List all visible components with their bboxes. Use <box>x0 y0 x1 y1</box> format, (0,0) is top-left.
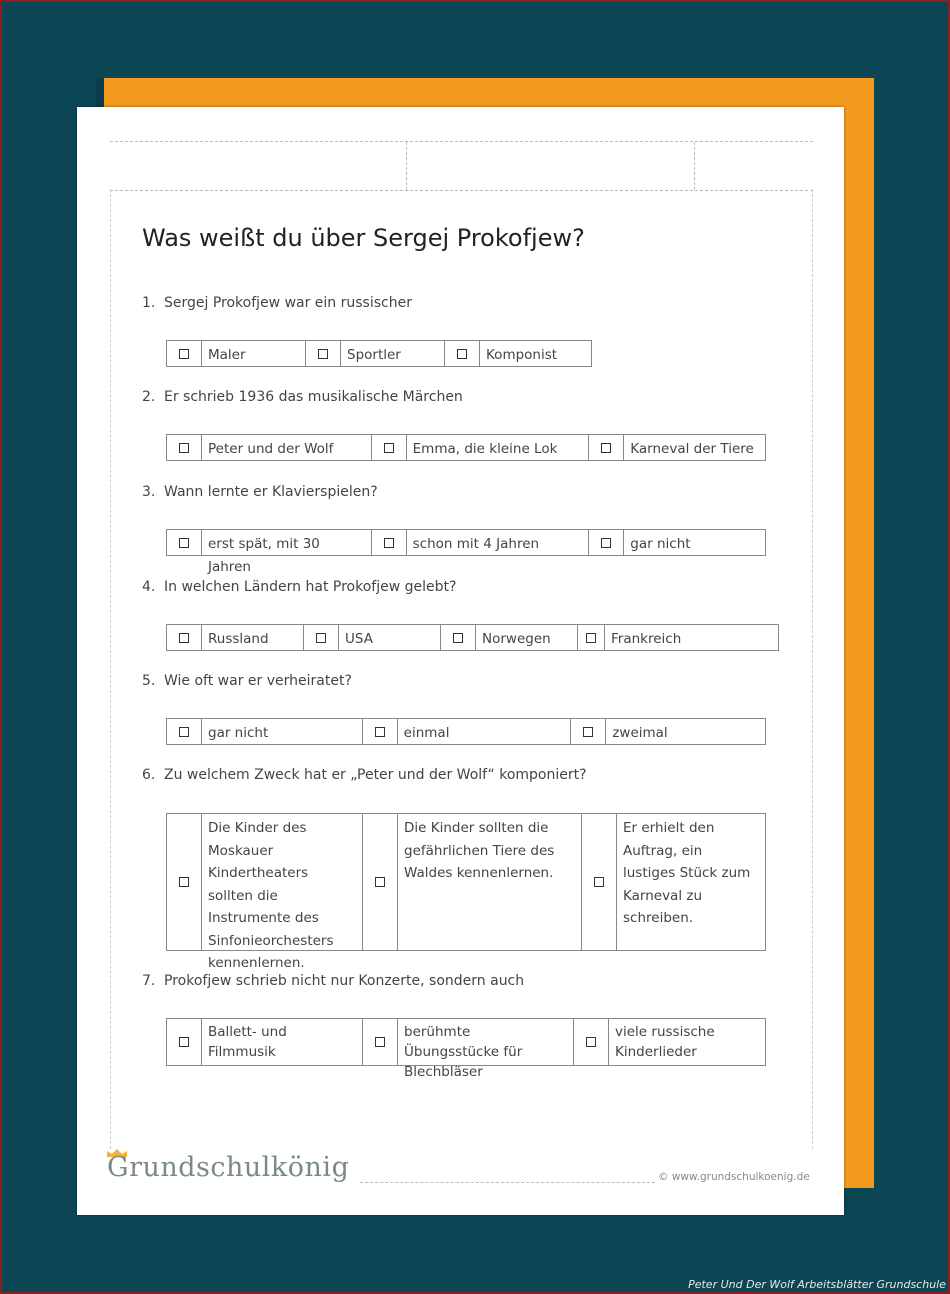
question-text: In welchen Ländern hat Prokofjew gelebt? <box>164 579 457 595</box>
answer-option: Emma, die kleine Lok <box>407 435 590 460</box>
question-number: 3. <box>142 484 156 500</box>
answer-option: Komponist <box>486 347 558 363</box>
sheet-shadow <box>96 78 104 108</box>
checkbox[interactable] <box>375 877 385 887</box>
question-number: 1. <box>142 295 156 311</box>
checkbox-cell[interactable] <box>574 1019 609 1065</box>
answer-row-4 <box>166 624 779 651</box>
left-border <box>110 189 111 1149</box>
header-separator <box>694 142 695 190</box>
checkbox-cell[interactable] <box>363 814 398 950</box>
checkbox[interactable] <box>586 1037 596 1047</box>
checkbox[interactable] <box>179 877 189 887</box>
answer-option: Ballett- und Filmmusik <box>202 1019 363 1065</box>
checkbox[interactable] <box>457 349 467 359</box>
answer-row-7 <box>166 1018 766 1080</box>
question-4 <box>142 579 456 595</box>
answer-option: Maler <box>202 341 306 366</box>
checkbox-cell[interactable] <box>167 719 202 744</box>
answer-option: Sportler <box>341 341 445 366</box>
answer-option: gar nicht <box>630 536 691 552</box>
worksheet-title: Was weißt du über Sergej Prokofjew? <box>142 224 585 252</box>
answer-option: zweimal <box>612 725 668 741</box>
question-7 <box>142 973 524 989</box>
question-3 <box>142 484 378 500</box>
answer-row-2 <box>166 434 766 461</box>
checkbox[interactable] <box>179 727 189 737</box>
answer-option: Karneval der Tiere <box>630 441 754 457</box>
checkbox-cell[interactable] <box>441 625 476 650</box>
checkbox-cell[interactable] <box>445 341 480 366</box>
checkbox-cell[interactable] <box>589 435 624 460</box>
image-caption: Peter Und Der Wolf Arbeitsblätter Grundschule <box>688 1278 946 1291</box>
checkbox[interactable] <box>583 727 593 737</box>
answer-row-6 <box>166 813 766 971</box>
question-2 <box>142 389 463 405</box>
answer-row-5 <box>166 718 766 745</box>
answer-option: Die Kinder sollten die gefährlichen Tiere des Waldes kennenlernen. <box>398 814 582 950</box>
checkbox-cell[interactable] <box>167 530 202 555</box>
right-border <box>812 189 813 1149</box>
answer-option: Er erhielt den Auftrag, ein lustiges Stück zum Karneval zu schreiben. <box>623 820 751 926</box>
checkbox[interactable] <box>453 633 463 643</box>
question-text: Prokofjew schrieb nicht nur Konzerte, sondern auch <box>164 973 525 989</box>
checkbox[interactable] <box>586 633 596 643</box>
checkbox-cell[interactable] <box>167 814 202 950</box>
checkbox-cell[interactable] <box>582 814 617 950</box>
question-text: Sergej Prokofjew war ein russischer <box>164 295 412 311</box>
answer-option: USA <box>339 625 441 650</box>
checkbox[interactable] <box>601 538 611 548</box>
checkbox[interactable] <box>316 633 326 643</box>
footer-copyright: © www.grundschulkoenig.de <box>658 1171 810 1183</box>
question-1 <box>142 295 412 311</box>
checkbox[interactable] <box>179 443 189 453</box>
question-number: 7. <box>142 973 156 989</box>
question-text: Wann lernte er Klavierspielen? <box>164 484 378 500</box>
checkbox[interactable] <box>179 349 189 359</box>
answer-option: erst spät, mit 30 Jahren <box>202 530 372 555</box>
answer-option: schon mit 4 Jahren <box>407 530 590 555</box>
question-number: 2. <box>142 389 156 405</box>
checkbox-cell[interactable] <box>167 435 202 460</box>
checkbox[interactable] <box>179 538 189 548</box>
question-6 <box>142 767 587 783</box>
checkbox[interactable] <box>384 538 394 548</box>
checkbox[interactable] <box>179 633 189 643</box>
footer-divider <box>360 1182 655 1183</box>
answer-option: viele russische Kinderlieder <box>615 1024 715 1060</box>
checkbox[interactable] <box>318 349 328 359</box>
checkbox-cell[interactable] <box>167 341 202 366</box>
answer-row-3 <box>166 529 766 575</box>
question-number: 6. <box>142 767 156 783</box>
checkbox-cell[interactable] <box>306 341 341 366</box>
checkbox-cell[interactable] <box>363 1019 398 1065</box>
checkbox-cell[interactable] <box>372 435 407 460</box>
answer-option: einmal <box>398 719 572 744</box>
question-text: Wie oft war er verheiratet? <box>164 673 352 689</box>
question-number: 4. <box>142 579 156 595</box>
answer-option: Die Kinder des Moskauer Kindertheaters sollten die Instrumente des Sinfonieorchesters kennenlernen. <box>202 814 363 950</box>
checkbox-cell[interactable] <box>578 625 605 650</box>
header-decoration <box>110 141 813 191</box>
answer-option: gar nicht <box>202 719 363 744</box>
checkbox-cell[interactable] <box>304 625 339 650</box>
checkbox[interactable] <box>375 1037 385 1047</box>
checkbox[interactable] <box>375 727 385 737</box>
answer-option: Frankreich <box>611 631 682 647</box>
header-separator <box>406 142 407 190</box>
checkbox-cell[interactable] <box>167 1019 202 1065</box>
question-text: Er schrieb 1936 das musikalische Märchen <box>164 389 463 405</box>
answer-option: Russland <box>202 625 304 650</box>
brand-logo: Grundschulkönig <box>107 1152 350 1183</box>
answer-option: berühmte Übungsstücke für Blechbläser <box>398 1019 574 1065</box>
checkbox-cell[interactable] <box>167 625 202 650</box>
answer-option: Peter und der Wolf <box>202 435 372 460</box>
checkbox[interactable] <box>594 877 604 887</box>
answer-row-1 <box>166 340 592 367</box>
checkbox-cell[interactable] <box>372 530 407 555</box>
checkbox-cell[interactable] <box>571 719 606 744</box>
checkbox-cell[interactable] <box>589 530 624 555</box>
checkbox[interactable] <box>601 443 611 453</box>
question-text: Zu welchem Zweck hat er „Peter und der Wolf“ komponiert? <box>164 767 587 783</box>
checkbox[interactable] <box>384 443 394 453</box>
question-number: 5. <box>142 673 156 689</box>
question-5 <box>142 673 352 689</box>
checkbox[interactable] <box>179 1037 189 1047</box>
answer-option: Norwegen <box>476 625 578 650</box>
checkbox-cell[interactable] <box>363 719 398 744</box>
